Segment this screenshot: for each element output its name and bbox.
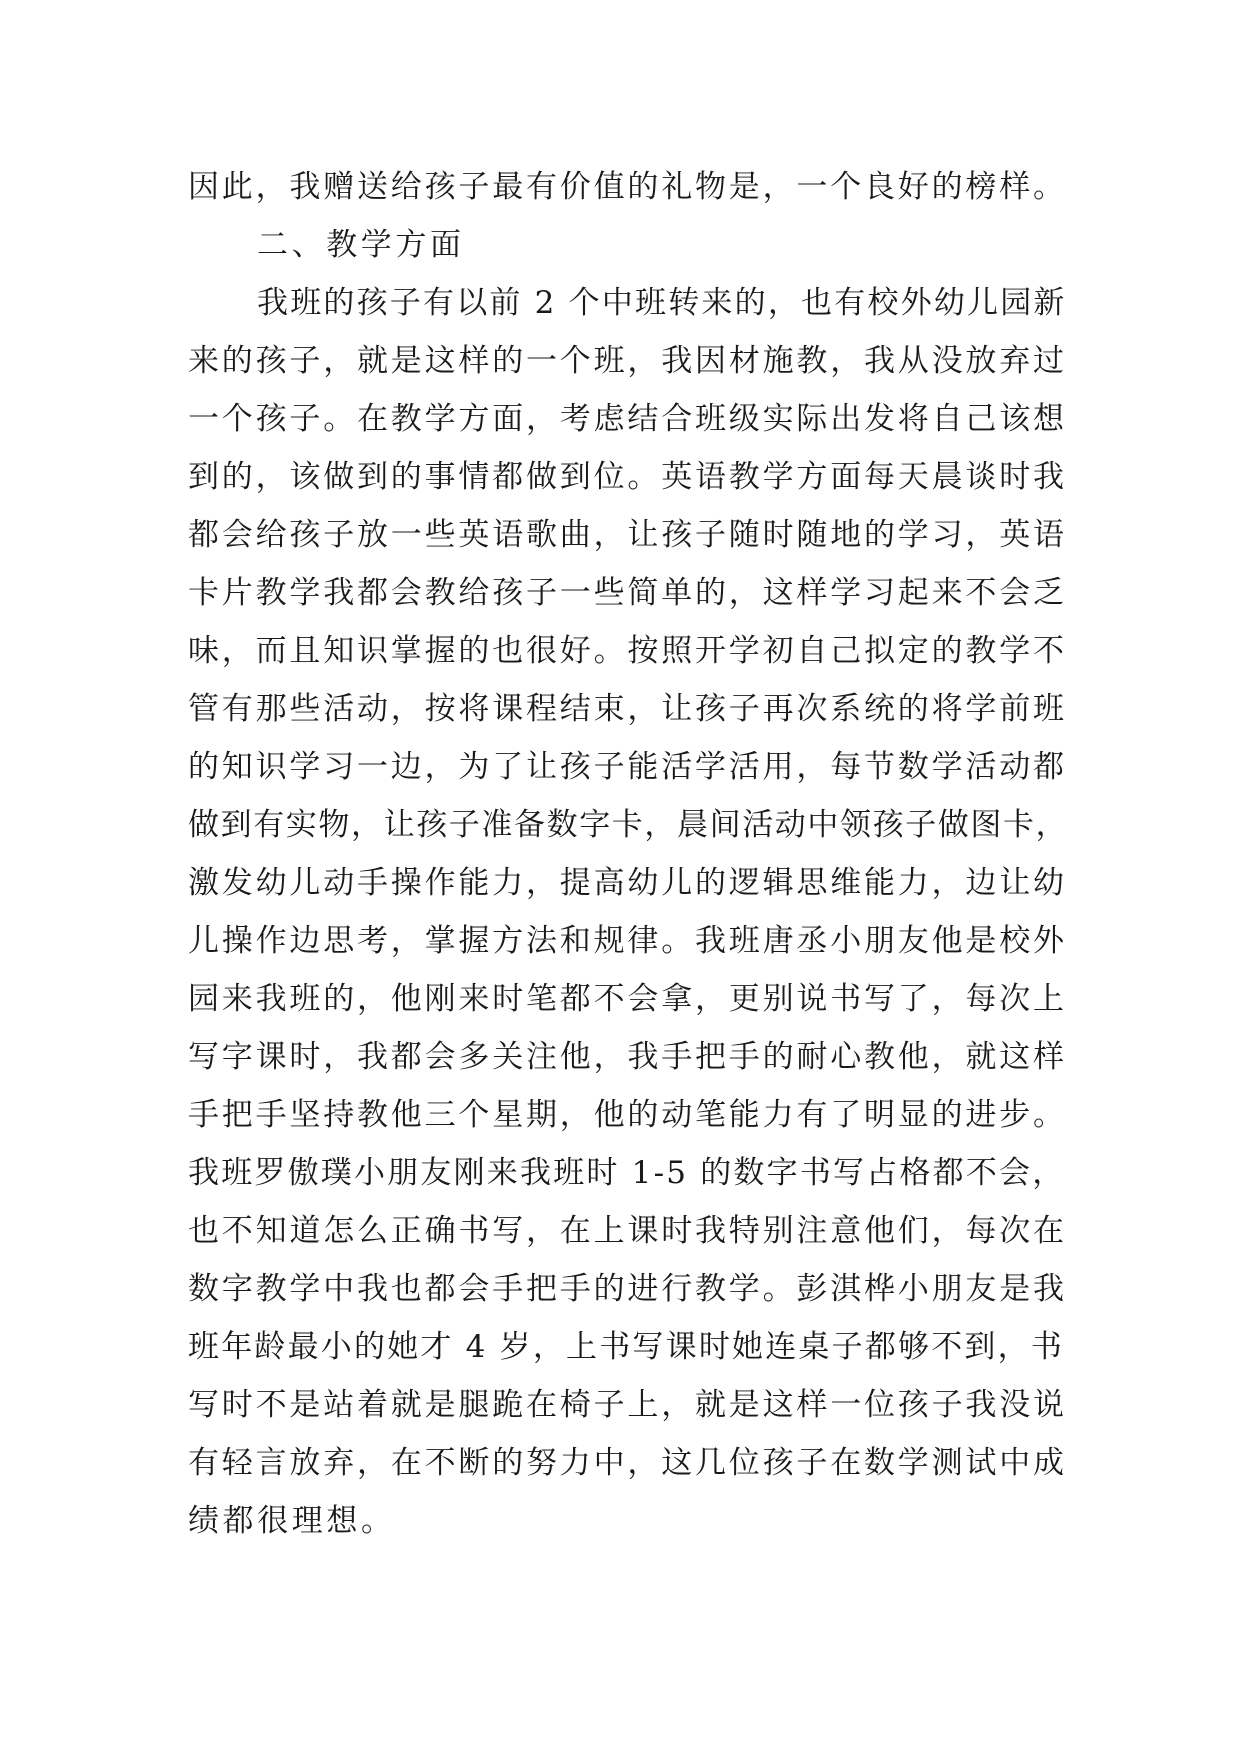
text-line: 激发幼儿动手操作能力，提高幼儿的逻辑思维能力，边让幼 [188, 865, 1067, 901]
text-line: 味，而且知识掌握的也很好。按照开学初自己拟定的教学不 [188, 633, 1067, 669]
text-line: 因此，我赠送给孩子最有价值的礼物是，一个良好的榜样。 [188, 169, 1067, 205]
text-line: 绩都很理想。 [188, 1503, 396, 1539]
text-line: 数字教学中我也都会手把手的进行教学。彭淇桦小朋友是我 [188, 1271, 1067, 1307]
text-line: 写时不是站着就是腿跪在椅子上，就是这样一位孩子我没说 [188, 1387, 1067, 1423]
section-heading: 二、教学方面 [257, 227, 465, 263]
text-line: 写字课时，我都会多关注他，我手把手的耐心教他，就这样 [188, 1039, 1067, 1075]
text-line: 我班罗傲璞小朋友刚来我班时 1-5 的数字书写占格都不会， [188, 1155, 1066, 1191]
text-line: 有轻言放弃，在不断的努力中，这几位孩子在数学测试中成 [188, 1445, 1067, 1481]
text-line: 到的，该做到的事情都做到位。英语教学方面每天晨谈时我 [188, 459, 1067, 495]
text-line: 儿操作边思考，掌握方法和规律。我班唐丞小朋友他是校外 [188, 923, 1067, 959]
text-line: 也不知道怎么正确书写，在上课时我特别注意他们，每次在 [188, 1213, 1067, 1249]
text-line: 做到有实物，让孩子准备数字卡，晨间活动中领孩子做图卡， [188, 807, 1069, 843]
text-line: 的知识学习一边，为了让孩子能活学活用，每节数学活动都 [188, 749, 1067, 785]
text-line: 来的孩子，就是这样的一个班，我因材施教，我从没放弃过 [188, 343, 1067, 379]
text-line: 园来我班的，他刚来时笔都不会拿，更别说书写了，每次上 [188, 981, 1067, 1017]
text-line: 管有那些活动，按将课程结束，让孩子再次系统的将学前班 [188, 691, 1067, 727]
text-line: 手把手坚持教他三个星期，他的动笔能力有了明显的进步。 [188, 1097, 1067, 1133]
text-line: 班年龄最小的她才 4 岁，上书写课时她连桌子都够不到，书 [188, 1329, 1065, 1365]
text-line: 一个孩子。在教学方面，考虑结合班级实际出发将自己该想 [188, 401, 1067, 437]
text-line: 都会给孩子放一些英语歌曲，让孩子随时随地的学习，英语 [188, 517, 1067, 553]
document-body [188, 158, 1068, 1550]
text-line: 卡片教学我都会教给孩子一些简单的，这样学习起来不会乏 [188, 575, 1067, 611]
paragraph-first-line: 我班的孩子有以前 2 个中班转来的，也有校外幼儿园新 [257, 285, 1067, 321]
